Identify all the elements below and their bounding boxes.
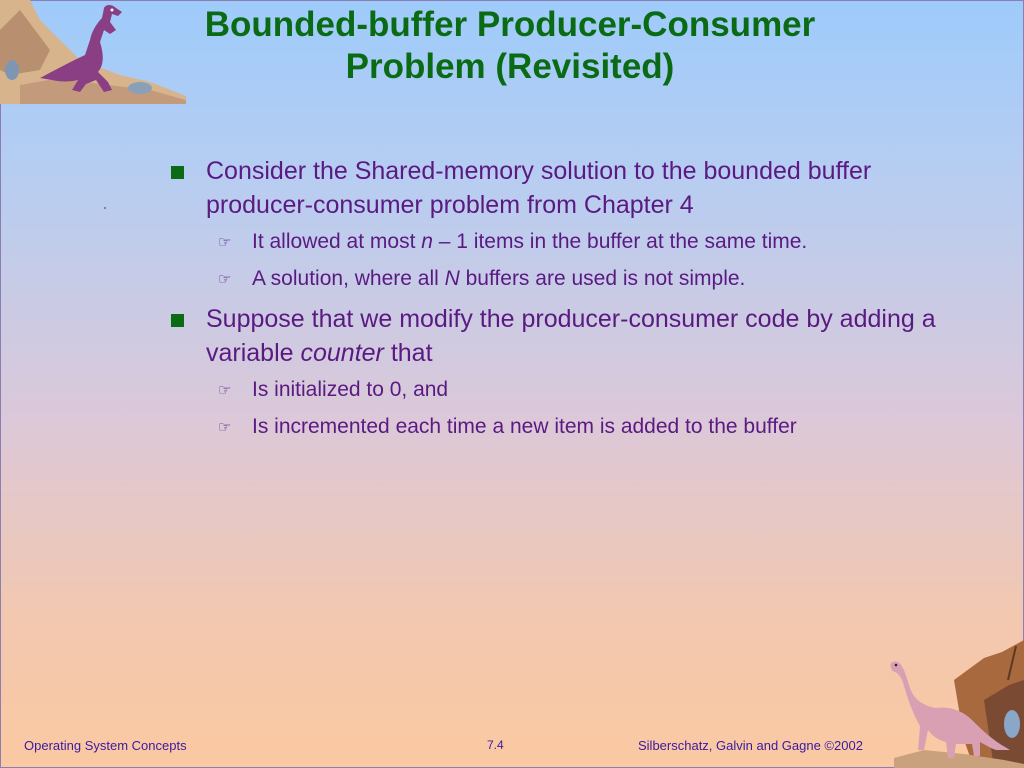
sub-bullet-item: [168, 265, 958, 293]
slide-body: [168, 154, 958, 450]
square-bullet-icon: [171, 314, 184, 327]
sub-bullet-text-post: – 1 items in the buffer at the same time.: [432, 230, 808, 253]
sub-bullet-text-em: N: [444, 267, 460, 290]
slide-title-line1: Bounded-buffer Producer-Consumer: [204, 5, 816, 44]
bullet-text-pre: Suppose that we modify the producer-consumer code by adding a variable: [206, 305, 936, 367]
sauropod-illustration: [884, 640, 1024, 768]
sub-bullet-text-em: n: [421, 230, 433, 253]
sub-bullet-text-pre: It allowed at most: [252, 230, 422, 253]
sub-bullet-text: Is initialized to 0, and: [252, 378, 449, 401]
bullet-text: Consider the Shared-memory solution to the bounded buffer producer-consumer problem from Chapter 4: [206, 157, 872, 219]
pointing-hand-icon: ☞: [218, 234, 232, 251]
footer-course-title: Operating System Concepts: [24, 738, 187, 753]
sub-bullet-text-pre: A solution, where all: [252, 267, 445, 290]
bullet-item: [168, 302, 958, 370]
speck-decoration: [104, 207, 106, 209]
bullet-text-post: that: [383, 339, 433, 367]
bullet-item: [168, 154, 958, 222]
sub-bullet-text: Is incremented each time a new item is added to the buffer: [252, 415, 797, 438]
footer-copyright: Silberschatz, Galvin and Gagne ©2002: [638, 738, 863, 753]
footer-page-number: 7.4: [487, 738, 504, 752]
sub-bullet-item: [168, 413, 958, 441]
pointing-hand-icon: ☞: [218, 419, 232, 436]
sub-bullet-item: [168, 376, 958, 404]
slide-title-line2: Problem (Revisited): [345, 47, 675, 86]
slide-title: [200, 4, 820, 88]
trex-illustration: [0, 0, 186, 104]
bullet-text-em: counter: [300, 339, 384, 367]
sub-bullet-item: [168, 228, 958, 256]
square-bullet-icon: [171, 166, 184, 179]
sub-bullet-text-post: buffers are used is not simple.: [459, 267, 746, 290]
pointing-hand-icon: ☞: [218, 382, 232, 399]
pointing-hand-icon: ☞: [218, 271, 232, 288]
